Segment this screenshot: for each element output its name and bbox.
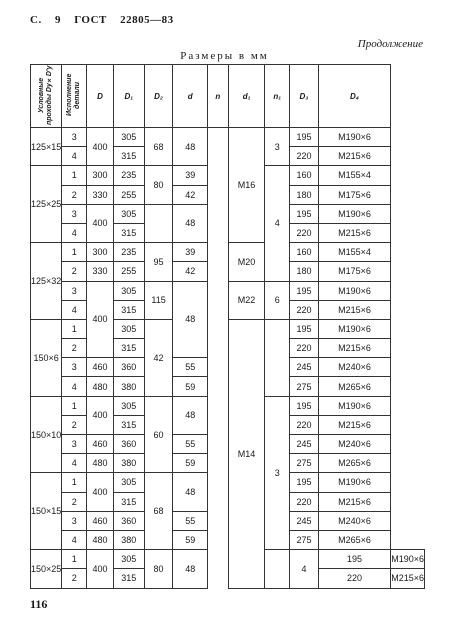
table-row: 4 315 220 M215×6	[31, 223, 425, 242]
col-D1: D₁	[113, 65, 144, 128]
col-d1: d₁	[228, 65, 265, 128]
page-prefix: С.	[30, 14, 42, 26]
table-row: 4 480 380 59 275 M265×6	[31, 377, 425, 396]
table-row: 150×6 1 305 42 M14 195 M190×6	[31, 319, 425, 338]
page-number: 116	[30, 597, 48, 611]
page-header	[30, 14, 184, 26]
table-row: 4 315 220 M215×6	[31, 147, 425, 166]
header-row	[31, 65, 425, 128]
dimensions-table	[30, 64, 425, 589]
col-D2: D₂	[144, 65, 173, 128]
col-nominal: Условные проходы Dу×D'у	[31, 65, 62, 128]
group-cell: 150×10	[31, 396, 62, 473]
table-row: 125×15 3 400 305 68 48 M16 3 195 M190×6	[31, 128, 425, 147]
group-cell: 150×25	[31, 550, 62, 588]
table-row: 2 315 220 M215×6	[31, 339, 425, 358]
table-row: 150×15 1 400 305 68 48 195 M190×6	[31, 473, 425, 492]
col-d: d	[173, 65, 208, 128]
table-row: 2 330 255 42 180 M175×6	[31, 185, 425, 204]
standard-label: ГОСТ	[74, 14, 107, 26]
col-D3: D₃	[290, 65, 319, 128]
table-row: 150×10 1 400 305 60 48 3 195 M190×6	[31, 396, 425, 415]
group-cell: 125×25	[31, 166, 62, 243]
col-D: D	[87, 65, 114, 128]
table-row: 3 460 360 55 245 M240×6	[31, 511, 425, 530]
table-row: 2 315 220 M215×6	[31, 569, 425, 588]
table-row: 4 480 380 59 275 M265×6	[31, 454, 425, 473]
col-n1: n₁	[265, 65, 290, 128]
table-row: 3 460 360 55 245 M240×6	[31, 358, 425, 377]
group-cell: 150×15	[31, 473, 62, 550]
table-row: 125×25 1 300 235 80 39 4 160 M155×4	[31, 166, 425, 185]
page-number-top: 9	[54, 14, 61, 26]
col-D4: D₄	[318, 65, 390, 128]
continuation-label: Продолжение	[357, 38, 423, 50]
table-row: 150×25 1 400 305 80 48 4 195 M190×6	[31, 550, 425, 569]
group-cell: 125×32	[31, 243, 62, 320]
table-row: 2 315 220 M215×6	[31, 415, 425, 434]
table-row: 4 480 380 59 275 M265×6	[31, 530, 425, 549]
table-row: 125×32 1 300 235 95 39 M20 160 M155×4	[31, 243, 425, 262]
col-version: Исполнение детали	[62, 65, 87, 128]
table-row: 2 315 220 M215×6	[31, 492, 425, 511]
group-cell: 150×6	[31, 319, 62, 396]
table-row: 3 400 305 48 195 M190×6	[31, 204, 425, 223]
table-row: 3 460 360 55 245 M240×6	[31, 435, 425, 454]
table-row: 4 315 220 M215×6	[31, 300, 425, 319]
table-title: Размеры в мм	[180, 50, 269, 62]
col-n: n	[207, 65, 228, 128]
standard-number: 22805—83	[120, 14, 174, 26]
table-row: 3 400 305 115 48 M22 6 195 M190×6	[31, 281, 425, 300]
table-row: 2 330 255 42 180 M175×6	[31, 262, 425, 281]
group-cell: 125×15	[31, 128, 62, 166]
